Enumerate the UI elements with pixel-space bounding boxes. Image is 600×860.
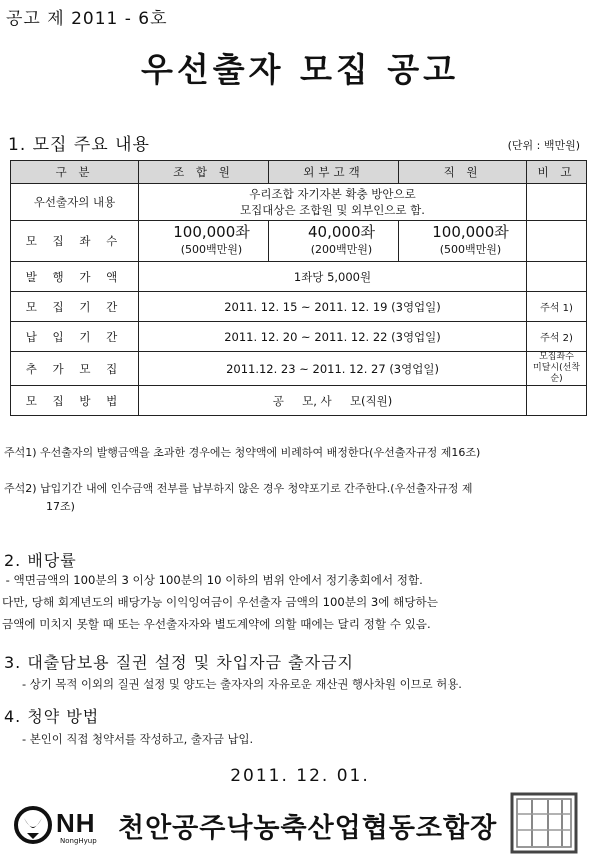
table-row	[11, 221, 587, 262]
seats-staff	[399, 221, 527, 262]
footnote-1: 주석1) 우선출자의 발행금액을 초과한 경우에는 청약액에 비례하여 배정한다(우선출자규정 제16조)	[4, 446, 481, 459]
row-label: 모 집 방 법	[11, 386, 139, 416]
price-value: 1좌당 5,000원	[139, 262, 527, 292]
notice-number: 공고 제 2011 - 6호	[6, 9, 168, 29]
extra-note-line-1: 모집좌수	[539, 352, 574, 362]
logo-subtext: NongHyup	[60, 837, 97, 845]
table-row	[11, 184, 587, 221]
footnote-2	[4, 480, 594, 516]
footnote-2-line-1: 주석2) 납입기간 내에 인수금액 전부를 납부하지 않은 경우 청약포기로 간주한다.(우선출자규정 제	[4, 482, 473, 495]
table-row	[11, 352, 587, 386]
page-title: 우선출자 모집 공고	[140, 50, 459, 89]
table-row	[11, 292, 587, 322]
table-header-row	[11, 161, 587, 184]
remarks-cell	[527, 221, 587, 262]
section-3-line-1: - 상기 목적 이외의 질권 설정 및 양도는 출자자의 자유로운 재산권 행사차원 이므로 허용.	[22, 677, 462, 691]
content-line-1: 우리조합 자기자본 확충 방안으로	[249, 187, 416, 201]
seat-count: 100,000좌	[173, 223, 250, 241]
content-line-2: 모집대상은 조합원 및 외부인으로 함.	[240, 203, 425, 217]
period-value: 2011. 12. 15 ~ 2011. 12. 19 (3영업일)	[139, 292, 527, 322]
remarks-cell	[527, 184, 587, 221]
seats-members	[139, 221, 269, 262]
header-external: 외부고객	[269, 161, 399, 184]
period-note: 주석 1)	[527, 292, 587, 322]
method-value: 공 모, 사 모(직원)	[139, 386, 527, 416]
row-label: 납 입 기 간	[11, 322, 139, 352]
extra-note	[527, 352, 587, 386]
footnote-2-line-2: 17조)	[46, 500, 75, 513]
section-2-heading: 2. 배당률	[4, 551, 77, 570]
content-cell	[139, 184, 527, 221]
extra-value: 2011.12. 23 ~ 2011. 12. 27 (3영업일)	[139, 352, 527, 386]
recruitment-table	[10, 160, 587, 416]
row-label: 발 행 가 액	[11, 262, 139, 292]
issue-date: 2011. 12. 01.	[230, 766, 370, 786]
logo-text: NH	[56, 808, 96, 838]
section-2-line-1: - 액면금액의 100분의 3 이상 100분의 10 이하의 범위 안에서 정기총회에서 정함.	[2, 573, 423, 587]
row-label: 추 가 모 집	[11, 352, 139, 386]
remarks-cell	[527, 262, 587, 292]
payment-note: 주석 2)	[527, 322, 587, 352]
remarks-cell	[527, 386, 587, 416]
seat-amount: (200백만원)	[310, 243, 373, 256]
row-label: 모 집 기 간	[11, 292, 139, 322]
payment-value: 2011. 12. 20 ~ 2011. 12. 22 (3영업일)	[139, 322, 527, 352]
section-2-body	[2, 569, 594, 635]
seat-count: 100,000좌	[432, 223, 509, 241]
table-row	[11, 262, 587, 292]
seat-amount: (500백만원)	[180, 243, 243, 256]
nh-logo-icon	[14, 806, 52, 844]
section-1-heading: 1. 모집 주요 내용	[8, 135, 150, 155]
extra-note-line-2: 미달시(선착순)	[533, 363, 580, 384]
section-4-heading: 4. 청약 방법	[4, 707, 100, 726]
seat-amount: (500백만원)	[439, 243, 502, 256]
organization-name: 천안공주낙농축산업협동조합장	[118, 813, 498, 844]
section-4-line-1: - 본인이 직접 청약서를 작성하고, 출자금 납입.	[22, 732, 254, 746]
section-3-heading: 3. 대출담보용 질권 설정 및 차입자금 출자금지	[4, 653, 354, 672]
header-members: 조 합 원	[139, 161, 269, 184]
section-2-line-3: 금액에 미치지 못할 때 또는 우선출자자와 별도계약에 의할 때에는 달리 정할 수 있음.	[2, 617, 431, 631]
header-remarks: 비 고	[527, 161, 587, 184]
row-label: 우선출자의 내용	[11, 184, 139, 221]
header-staff: 직 원	[399, 161, 527, 184]
table-row	[11, 322, 587, 352]
header-category: 구 분	[11, 161, 139, 184]
unit-label: (단위 : 백만원)	[507, 139, 580, 152]
row-label: 모 집 좌 수	[11, 221, 139, 262]
official-seal-icon	[508, 790, 580, 856]
section-2-line-2: 다만, 당해 회계년도의 배당가능 이익잉여금이 우선출자 금액의 100분의 3에 해당하는	[2, 595, 438, 609]
seat-count: 40,000좌	[308, 223, 375, 241]
seats-external	[269, 221, 399, 262]
table-row	[11, 386, 587, 416]
